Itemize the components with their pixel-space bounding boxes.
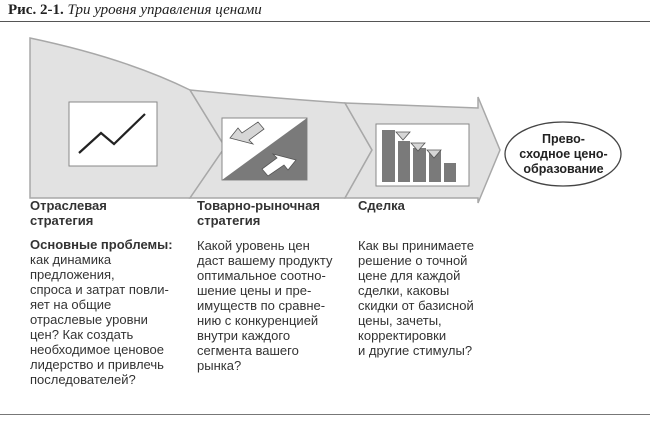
- industry-title: Отраслевая стратегия: [30, 198, 107, 228]
- transaction-title: Сделка: [358, 198, 405, 213]
- product-market-column: [197, 198, 347, 373]
- industry-issues-text: как динамика предложения, спроса и затрат повли- яет на общие отраслевые уровни цен? Как создать необходимое ценовое лидерство и привлечь последователей?: [30, 252, 169, 387]
- trend-line-icon: [69, 102, 157, 166]
- exchange-arrows-icon: [222, 118, 307, 180]
- industry-column: [30, 198, 190, 387]
- transaction-column: [358, 198, 508, 358]
- bottom-divider: [0, 414, 650, 415]
- transaction-issues-text: Как вы принимаете решение о точной цене для каждой сделки, каковы скидки от базисной цены, зачеты, корректировки и другие стимулы?: [358, 238, 474, 358]
- figure-caption: Три уровня управления ценами: [67, 2, 262, 18]
- product-market-title: Товарно-рыночная стратегия: [197, 198, 320, 228]
- product-market-issues-text: Какой уровень цен даст вашему продукту оптимальное соотно- шение цены и пре- имуществ по сравне- нию с конкуренцией внутри каждого сегмента вашего рынка?: [197, 238, 333, 373]
- goal-label: Прево- сходное цено- образование: [519, 131, 608, 176]
- figure-number: Рис. 2-1.: [8, 2, 64, 18]
- industry-issues-heading: Основные проблемы:: [30, 237, 173, 252]
- price-waterfall-icon: [376, 124, 469, 186]
